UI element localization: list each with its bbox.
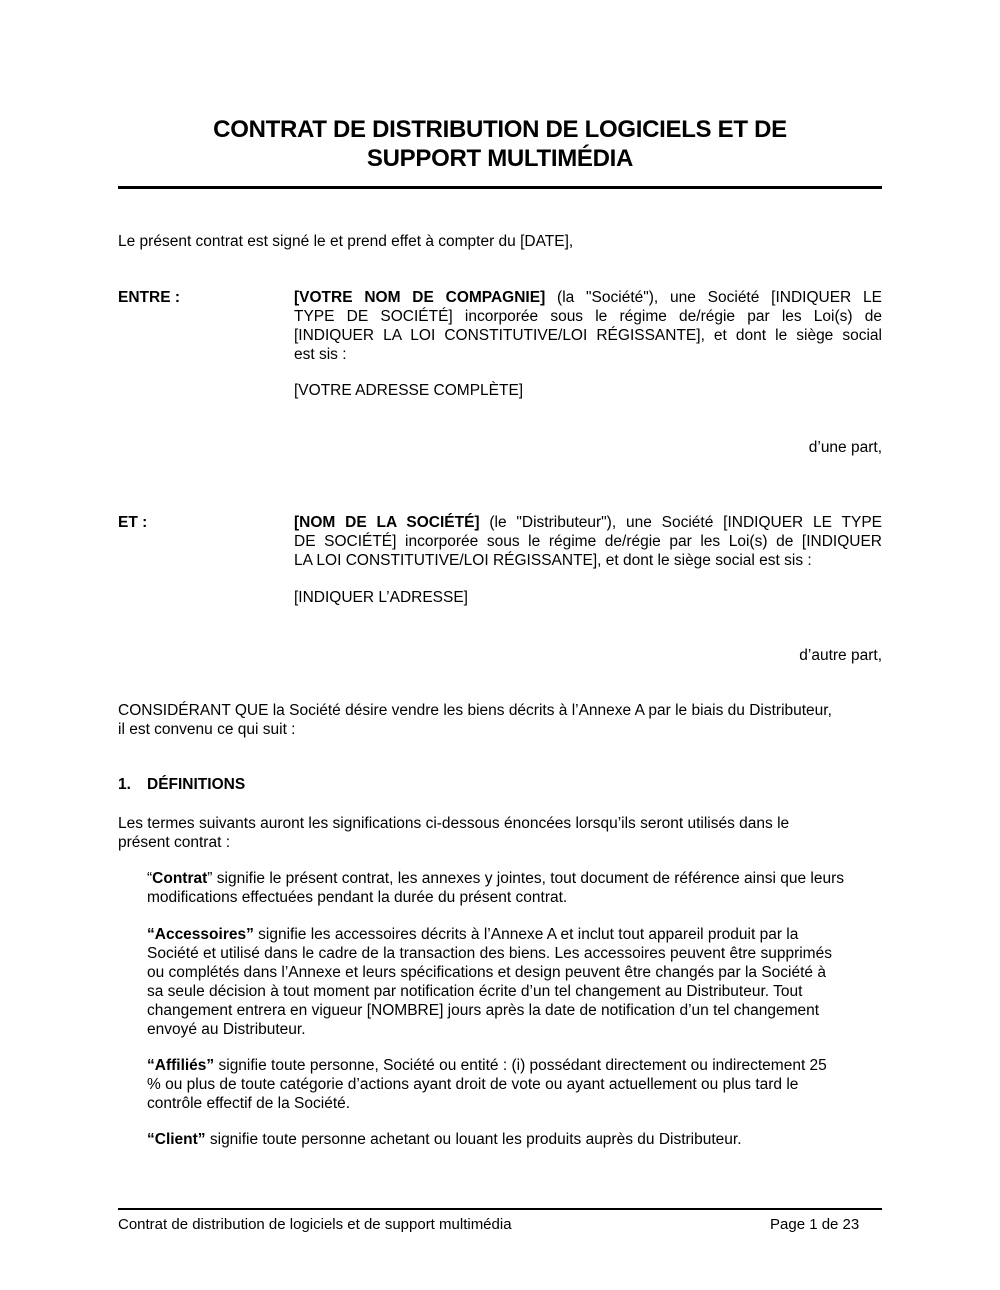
intro-text: Le présent contrat est signé le et prend effet à compter du [DATE],	[118, 233, 574, 250]
definition-client: “Client” signifie toute personne achetant ou louant les produits auprès du Distributeur.	[147, 1131, 742, 1148]
party-label-et: ET :	[118, 514, 148, 531]
party-2-name: [NOM DE LA SOCIÉTÉ]	[294, 514, 480, 531]
party-label-entre: ENTRE :	[118, 289, 180, 306]
definition-affilies: “Affiliés” signifie toute personne, Société ou entité : (i) possédant directement ou indirectement 25 % ou plus de toute catégorie d’actions ayant droit de vote ou ayant actuellement ou plus tard le contrôle effectif de la Société.	[147, 1057, 827, 1112]
title-line-2: SUPPORT MULTIMÉDIA	[366, 145, 634, 172]
definition-term: “Accessoires”	[147, 926, 254, 943]
title-line-1: CONTRAT DE DISTRIBUTION DE LOGICIELS ET DE	[213, 116, 787, 143]
section-1-number: 1.	[118, 776, 131, 793]
title-divider	[118, 186, 882, 189]
footer-page-number: Page 1 de 23	[770, 1216, 860, 1233]
considerant-paragraph: CONSIDÉRANT QUE la Société désire vendre les biens décrits à l’Annexe A par le biais du Distributeur, il est convenu ce qui suit :	[118, 702, 832, 738]
section-1-heading: DÉFINITIONS	[147, 776, 246, 793]
definition-accessoires: “Accessoires” signifie les accessoires décrits à l’Annexe A et inclut tout appareil produit par la Société et utilisé dans le cadre de la transaction des biens. Les accessoires peuvent être supprimés ou complétés dans l’Annexe et leurs spécifications et design peuvent être changés par la Société à sa seule décision à tout moment par notification écrite d’un tel changement au Distributeur. Tout changement entrera en vigueur [NOMBRE] jours après la date de notification d’un tel changement envoyé au Distributeur.	[147, 926, 832, 1038]
party-2-closing: d’autre part,	[799, 647, 882, 664]
party-1-address: [VOTRE ADRESSE COMPLÈTE]	[294, 382, 524, 399]
document-title	[118, 115, 882, 173]
party-2-description: [NOM DE LA SOCIÉTÉ] (le "Distributeur"), une Société [INDIQUER LE TYPE DE SOCIÉTÉ] incorporée sous le régime de/régie par les Loi(s) de [INDIQUER LA LOI CONSTITUTIVE/LOI RÉGISSANTE], et dont le siège social est sis :	[294, 514, 883, 569]
party-1-name: [VOTRE NOM DE COMPAGNIE]	[294, 289, 546, 306]
footer-document-name: Contrat de distribution de logiciels et de support multimédia	[118, 1216, 512, 1233]
definition-term: “Client”	[147, 1131, 206, 1148]
party-1-closing: d’une part,	[808, 439, 882, 456]
section-1-intro: Les termes suivants auront les significations ci-dessous énoncées lorsqu’ils seront utilisés dans le présent contrat :	[118, 815, 790, 851]
party-1-description: [VOTRE NOM DE COMPAGNIE] (la "Société"), une Société [INDIQUER LE TYPE DE SOCIÉTÉ] incorporée sous le régime de/régie par les Loi(s) de [INDIQUER LA LOI CONSTITUTIVE/LOI RÉGISSANTE], et dont le siège social est sis :	[294, 289, 882, 363]
definition-term: Contrat	[152, 870, 208, 887]
definition-contrat: “Contrat” signifie le présent contrat, les annexes y jointes, tout document de référence ainsi que leurs modifications effectuées pendant la durée du présent contrat.	[147, 870, 845, 906]
footer-divider	[118, 1208, 882, 1210]
party-2-address: [INDIQUER L’ADRESSE]	[294, 589, 468, 606]
definition-term: “Affiliés”	[147, 1057, 215, 1074]
